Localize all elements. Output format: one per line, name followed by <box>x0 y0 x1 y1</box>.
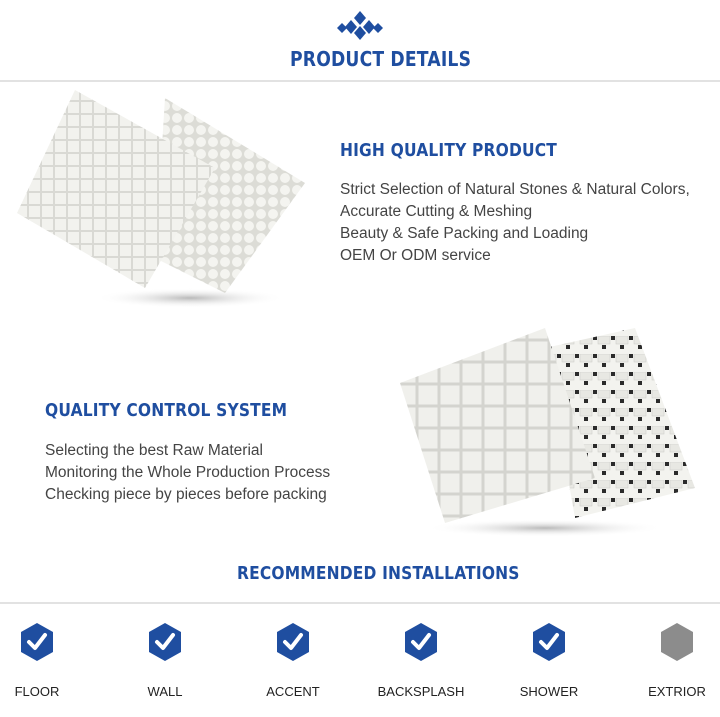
list-item: OEM Or ODM service <box>340 247 491 264</box>
hexagon-icon <box>659 622 695 662</box>
check-hexagon-icon <box>531 622 567 662</box>
list-item: Selecting the best Raw Material <box>45 442 263 459</box>
check-hexagon-icon <box>403 622 439 662</box>
installation-label: BACKSPLASH <box>377 684 465 699</box>
check-hexagon-icon <box>275 622 311 662</box>
high-quality-title: HIGH QUALITY PRODUCT <box>340 140 557 161</box>
diamond-cluster-icon <box>337 10 383 42</box>
installation-label: EXTRIOR <box>648 684 706 699</box>
check-hexagon-icon <box>147 622 183 662</box>
quality-control-list <box>45 440 330 506</box>
quality-control-title: QUALITY CONTROL SYSTEM <box>45 400 288 421</box>
basketweave-mosaic-tile-image <box>395 318 695 548</box>
list-item: Monitoring the Whole Production Process <box>45 464 331 481</box>
square-mosaic-tile-image <box>15 88 315 318</box>
high-quality-list <box>340 179 690 267</box>
page-title: PRODUCT DETAILS <box>290 47 472 71</box>
list-item: Accurate Cutting & Meshing <box>340 203 533 220</box>
list-item: Beauty & Safe Packing and Loading <box>340 225 589 242</box>
installation-label: FLOOR <box>14 684 60 699</box>
installations-divider <box>0 602 720 604</box>
installations-title: RECOMMENDED INSTALLATIONS <box>237 563 520 584</box>
list-item: Checking piece by pieces before packing <box>45 486 327 503</box>
installation-label: SHOWER <box>519 684 579 699</box>
installation-label: WALL <box>147 684 183 699</box>
list-item: Strict Selection of Natural Stones & Natural Colors, <box>340 181 690 198</box>
installation-label: ACCENT <box>266 684 320 699</box>
header-divider <box>0 80 720 82</box>
check-hexagon-icon <box>19 622 55 662</box>
